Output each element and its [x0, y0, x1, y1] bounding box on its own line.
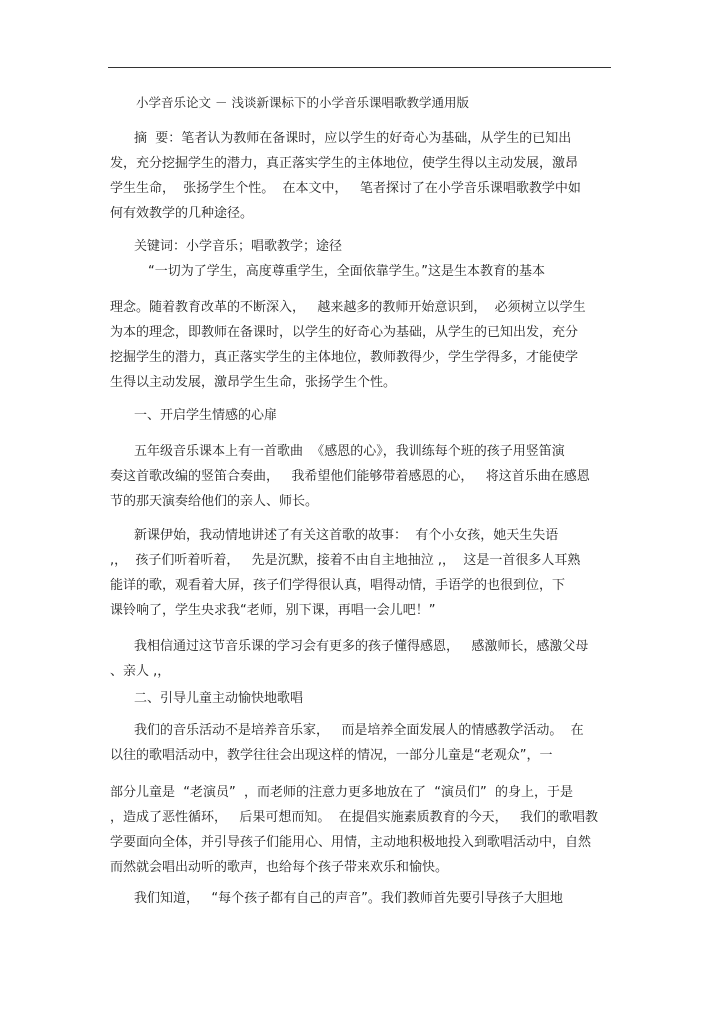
section-heading: 二、引导儿童主动愉快地歌唱 — [134, 691, 304, 706]
paragraph-line: 五年级音乐课本上有一首歌曲 《感恩的心》，我训练每个班的孩子用竖笛演 — [134, 444, 565, 459]
paragraph-line: 能详的歌，观看着大屏，孩子们学得很认真，唱得动情，手语学的也很到位，下 — [110, 578, 566, 593]
paragraph-line: 节的那天演奏给他们的亲人、师长。 — [110, 494, 319, 509]
abstract-line: 学生生命， 张扬学生个性。 在本文中， 笔者探讨了在小学音乐课唱歌教学中如 — [110, 181, 581, 196]
intro-line: 挖掘学生的潜力，真正落实学生的主体地位，教师教得少，学生学得多，才能使学 — [110, 350, 579, 365]
paragraph-line: 学要面向全体，并引导孩子们能用心、用情，主动地积极地投入到歌唱活动中，自然 — [110, 835, 592, 850]
abstract-line: 何有效教学的几种途径。 — [110, 206, 254, 221]
section-heading: 一、开启学生情感的心扉 — [134, 408, 278, 423]
intro-line: 理念。随着教育改革的不断深入， 越来越多的教师开始意识到， 必须树立以学生 — [110, 300, 586, 315]
intro-line: 为本的理念，即教师在备课时，以学生的好奇心为基础，从学生的已知出发，充分 — [110, 325, 579, 340]
paragraph-line: 我相信通过这节音乐课的学习会有更多的孩子懂得感恩， 感激师长，感激父母 — [134, 639, 589, 654]
paragraph-line: 新课伊始，我动情地讲述了有关这首歌的故事： 有个小女孩，她天生失语 — [134, 528, 559, 543]
paragraph-line: 、亲人 ,， — [110, 664, 171, 679]
paragraph-line: 奏这首歌改编的竖笛合奏曲， 我希望他们能够带着感恩的心， 将这首乐曲在感恩 — [110, 469, 590, 484]
header-rule — [108, 67, 611, 68]
paragraph-line: ,， 孩子们听着听着， 先是沉默，接着不由自主地抽泣 ,， 这是一首很多人耳熟 — [110, 553, 581, 568]
paragraph-line: 课铃响了，学生央求我“老师，别下课，再唱一会儿吧！” — [110, 603, 436, 618]
keywords-line: 关键词：小学音乐；唱歌教学；途径 — [134, 239, 343, 254]
paragraph-line: 而然就会唱出动听的歌声，也给每个孩子带来欢乐和愉快。 — [110, 860, 449, 875]
abstract-line: 摘 要：笔者认为教师在备课时，应以学生的好奇心为基础，从学生的已知出 — [134, 131, 572, 146]
abstract-line: 发，充分挖掘学生的潜力，真正落实学生的主体地位，使学生得以主动发展，激昂 — [110, 156, 579, 171]
paragraph-line: 部分儿童是 “老演员” ，而老师的注意力更多地放在了 “演员们” 的身上，于是 — [110, 785, 573, 800]
document-title: 小学音乐论文 － 浅谈新课标下的小学音乐课唱歌教学通用版 — [136, 95, 469, 110]
paragraph-line: ，造成了恶性循环， 后果可想而知。 在提倡实施素质教育的今天， 我们的歌唱教 — [110, 810, 599, 825]
intro-line: “一切为了学生，高度尊重学生，全面依靠学生。”这是生本教育的基本 — [148, 264, 545, 279]
paragraph-line: 以往的歌唱活动中，教学往往会出现这样的情况，一部分儿童是“老观众”，一 — [110, 748, 553, 763]
paragraph-line: 我们的音乐活动不是培养音乐家， 而是培养全面发展人的情感教学活动。 在 — [134, 723, 584, 738]
paragraph-line: 我们知道， “每个孩子都有自己的声音”。我们教师首先要引导孩子大胆地 — [134, 891, 563, 906]
intro-line: 生得以主动发展，激昂学生生命，张扬学生个性。 — [110, 375, 397, 390]
